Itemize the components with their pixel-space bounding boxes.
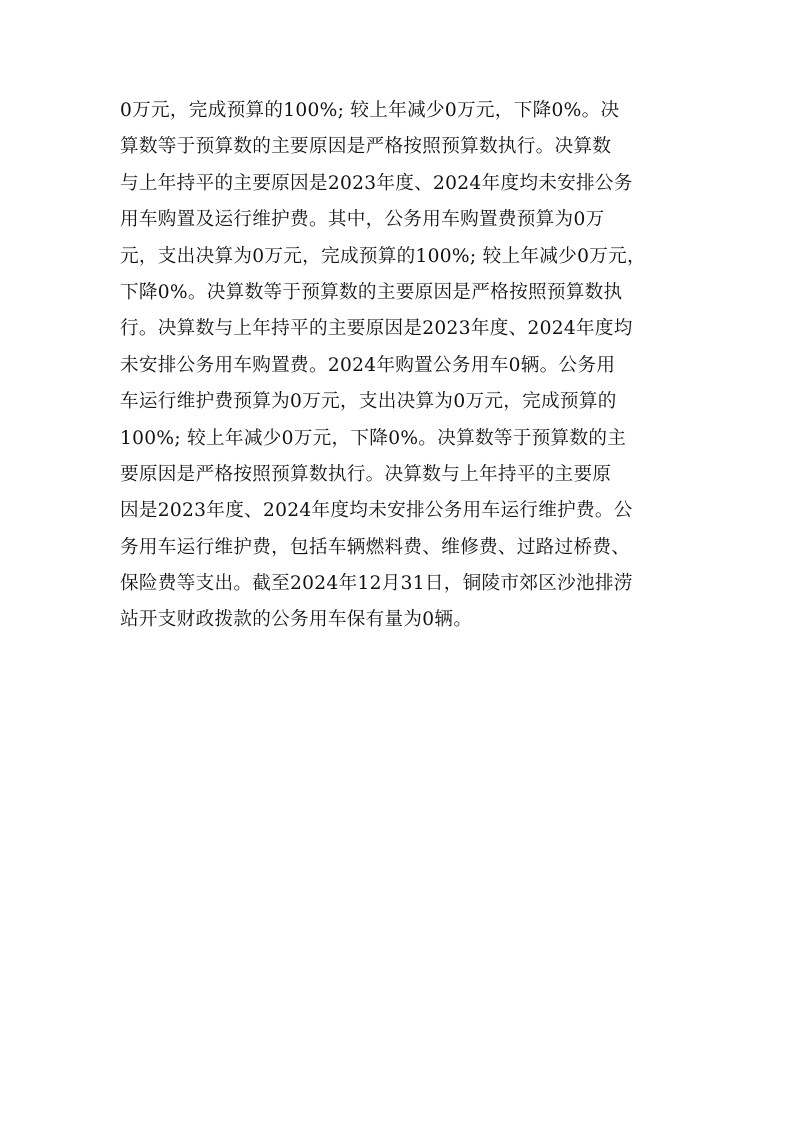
text-line-7: 行。决算数与上年持平的主要原因是2023年度、2024年度均	[120, 318, 633, 340]
text-line-8: 未安排公务用车购置费。2024年购置公务用车0辆。公务用	[120, 354, 616, 376]
text-line-3: 与上年持平的主要原因是2023年度、2024年度均未安排公务	[120, 172, 633, 194]
text-line-1: 0万元，完成预算的100%; 较上年减少0万元，下降0%。决	[120, 100, 620, 121]
text-line-9: 车运行维护费预算为0万元，支出决算为0万元，完成预算的	[120, 391, 617, 413]
text-line-11: 要原因是严格按照预算数执行。决算数与上年持平的主要原	[120, 463, 612, 485]
text-line-4: 用车购置及运行维护费。其中，公务用车购置费预算为0万	[120, 209, 605, 231]
body-paragraph	[120, 93, 675, 639]
text-line-15: 站开支财政拨款的公务用车保有量为0辆。	[120, 609, 473, 631]
text-line-13: 务用车运行维护费，包括车辆燃料费、维修费、过路过桥费、	[120, 536, 631, 558]
text-line-5: 元，支出决算为0万元，完成预算的100%; 较上年减少0万元，	[120, 245, 646, 267]
text-line-6: 下降0%。决算数等于预算数的主要原因是严格按照预算数执	[120, 281, 623, 303]
text-line-10: 100%; 较上年减少0万元，下降0%。决算数等于预算数的主	[120, 427, 627, 449]
text-line-14: 保险费等支出。截至2024年12月31日，铜陵市郊区沙池排涝	[120, 573, 633, 595]
text-line-2: 算数等于预算数的主要原因是严格按照预算数执行。决算数	[120, 136, 612, 158]
text-line-12: 因是2023年度、2024年度均未安排公务用车运行维护费。公	[120, 500, 633, 522]
